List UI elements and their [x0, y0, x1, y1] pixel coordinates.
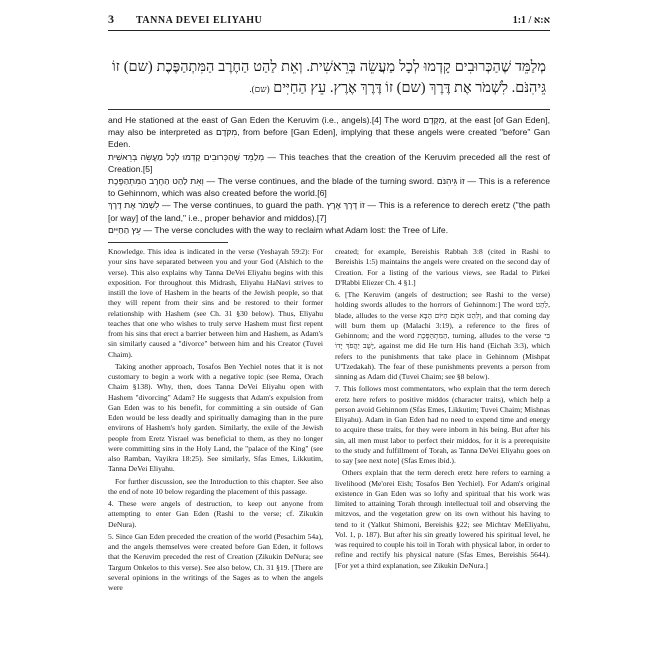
hebrew-source-text — [108, 57, 550, 100]
translation-paragraph: מְלַמֵּד שֶׁהַכְּרוּבִים קָדְמוּ לְכָל מַעֲשֵׂה בְּרֵאשִׁית — This teaches that the creation of the Keruvim preceded all the rest of Creation.[5] — [108, 151, 551, 174]
running-header — [108, 12, 550, 31]
note-paragraph: 6. [The Keruvim (angels of destruction; see Rashi to the verse) holding swords alludes to the horrors of Gehinnom:] The word לַהַט, blade, alludes to the verse וְלִהַט אֹתָם הַיּוֹם הַבָּא, and that coming day will burn them up (Malachi 3:19), a reference to the fires of Gehinnom; and the word הַמִּתְהַפֶּכֶת, turning, alludes to the verse בִּי יָשֻׁב יַהֲפֹךְ יָדוֹ, against me did He turn His hand (Eichah 3:3), which refers to the punishments that take place in Gehinnom (Mishpat U'Tzedakah). The fear of these punishments prevents a person from sinning as Adam did (Tuvei Chaim; see §8 below). — [335, 290, 550, 382]
notes-column-right — [335, 247, 550, 595]
note-paragraph: 7. This follows most commentators, who explain that the term derech eretz here refers to positive middos (character traits), which help a person avoid Gehinnom (Sfas Emes, Likkutim; Tuvei Chaim; Mishnas Eliyahu). Adam in Gan Eden had no need to expend time and energy to acquire these traits, for they were inborn in his being. But after his sin, all men must labor to perfect their middos, for it is a prerequisite to the study and fulfillment of Torah, as Tanna DeVei Eliyahu goes on to say [see next note] (Sfas Emes ibid.). — [335, 384, 550, 466]
footnotes — [108, 247, 550, 595]
book-page — [108, 12, 550, 642]
book-title: TANNA DEVEI ELIYAHU — [136, 15, 263, 26]
translation-paragraph: עֵץ הַחַיִּים — The verse concludes with the way to reclaim what Adam lost: the Tree of Life. — [108, 224, 449, 235]
hebrew-main-text: מְלַמֵּד שֶׁהַכְּרוּבִים קָדְמוּ לְכָל מַעֲשֵׂה בְּרֵאשִׁית. וְאֵת לַהַט הַחֶרֶב הַמִּתְהַפֶּכֶת (שם) זוֹ גֵּיהִנֹּם. לִשְׁמֹר אֶת דֶּרֶךְ (שם) זוֹ דֶּרֶךְ אֶרֶץ. עֵץ הַחַיִּים — [112, 59, 546, 96]
notes-column-left — [108, 247, 323, 595]
section-divider — [108, 109, 550, 110]
note-paragraph: created; for example, Bereishis Rabbah 3:8 (cited in Rashi to Bereishis 1:5) maintains the angels were created on the second day of Creation. For a listing of the various views, see Radal to Pirkei D'Rabbi Eliezer Ch. 4 §1.] — [335, 247, 550, 287]
translation-block — [108, 114, 550, 236]
translation-paragraph: לִשְׁמֹר אֶת דֶּרֶךְ — The verse continues, to guard the path. זוֹ דֶּרֶךְ אֶרֶץ — This is a reference to derech eretz ("the path [or way] of the land," i.e., proper behavior and middos).[7] — [108, 200, 550, 223]
note-paragraph: For further discussion, see the Introduction to this chapter. See also the end of note 10 below regarding the placement of this passage. — [108, 476, 323, 496]
page-number: 3 — [108, 12, 114, 26]
notes-divider — [108, 242, 228, 243]
note-paragraph: Taking another approach, Tosafos Ben Yechiel notes that it is not customary to begin a work with a negative topic (see Rema, Orach Chaim §138). Why, then, does Tanna DeVei Eliyahu open with Hashem "divorcing" Adam? He suggests that Adam's expulsion from Gan Eden was to his benefit, for committing a sin outside of Gan Eden would be less deadly and spiritually damaging than in the pure environs of Hashem's holy garden. Similarly, the exile of the Jewish people from Eretz Yisrael was beneficial to them, as they no longer were committing sins in the Holy Land, the "palace of the King" (see also Ramban, Vayikra 18:25). See similarly, Sfas Emes, Likkutim, Tanna DeVei Eliyahu. — [108, 361, 323, 474]
hebrew-source-citation: (שם). — [249, 84, 270, 94]
note-paragraph: Knowledge. This idea is indicated in the verse (Yeshayah 59:2): For your sins have separated between you and your God (Alshich to the verse). This also explains why Tanna DeVei Eliyahu begins with this exposition. For throughout this Midrash, Eliyahu HaNavi strives to instill the love of Hashem in the hearts of the Jewish people, so that they will repent from their sins and be restored to their former relationship with Hashem (see Ch. 31 §30 below). Thus, Eliyahu teaches that one who wishes to truly serve Hashem must first repent from his sins that erect a barrier between him and Hashem, as Adam's sin similarly caused a "divorce" between him and his Creator (Tuvei Chaim). — [108, 247, 323, 359]
chapter-reference: 1:1 / א:א — [512, 15, 550, 26]
note-paragraph: 5. Since Gan Eden preceded the creation of the world (Pesachim 54a), and the angels themselves were created before Gan Eden, it follows that the Keruvim preceded the rest of Creation (Zikukin DeNura; see Targum Onkelos to this verse). See also below, Ch. 31 §19. [There are several opinions in the writings of the Sages as to when the angels were — [108, 531, 323, 593]
note-paragraph: 4. These were angels of destruction, to keep out anyone from attempting to enter Gan Eden (Rashi to the verse; cf. Zikukin DeNura). — [108, 499, 323, 529]
translation-paragraph: וְאֵת לַהַט הַחֶרֶב הַמִּתְהַפֶּכֶת — The verse continues, and the blade of the turning sword. זוֹ גֵּיהִנֹּם — This is a reference to Gehinnom, which was also created before the world.[6] — [108, 176, 551, 199]
translation-paragraph: and He stationed at the east of Gan Eden the Keruvim (i.e., angels).[4] The word מִקֶּדֶם, at the east [of Gan Eden], may also be interpreted as מִקֹּדֶם, from before [Gan Eden], implying that these angels were created "before" Gan Eden. — [108, 115, 550, 150]
note-paragraph: Others explain that the term derech eretz here refers to earning a livelihood (Me'orei Eish; Tosafos Ben Yechiel). For Adam's original existence in Gan Eden was so lofty and spiritual that his work was limited to attaining Torah through intellectual toil and observing the mitzvos, and the vegetation grew on its own without his having to tend to it (Yalkut Shimoni, Bereishis §22; see Michtav MeEliyahu, Vol. 1, p. 187). But after his sin greatly lowered his spiritual level, he was required to couple his toil in Torah with physical labor, in order to refine and rectify his physical nature (Sfas Emes, Bereishis 5644). [For yet a third explanation, see Zikukin DeNura.] — [335, 468, 550, 570]
